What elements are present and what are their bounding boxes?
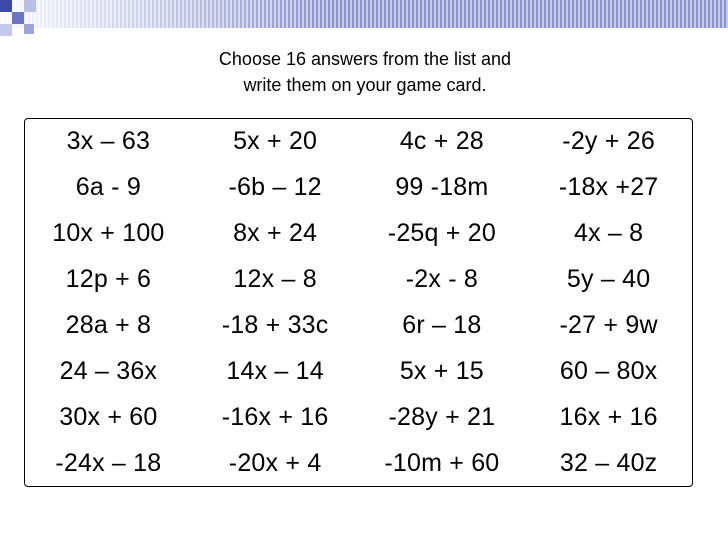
answer-cell: 3x – 63 bbox=[66, 127, 151, 156]
decor-square bbox=[0, 24, 12, 36]
answer-cell: 10x + 100 bbox=[52, 219, 165, 248]
answer-cell: -20x + 4 bbox=[228, 448, 322, 477]
answer-cell: -28y + 21 bbox=[388, 402, 496, 431]
answer-cell: 24 – 36x bbox=[59, 356, 158, 385]
answer-cell: -2y + 26 bbox=[562, 127, 655, 156]
answer-grid bbox=[24, 118, 693, 487]
answer-cell: 30x + 60 bbox=[59, 402, 158, 431]
answer-cell: -16x + 16 bbox=[221, 402, 329, 431]
answer-cell: 14x – 14 bbox=[226, 356, 324, 385]
answer-cell: -10m + 60 bbox=[384, 448, 500, 477]
answer-cell: -6b – 12 bbox=[228, 173, 322, 202]
answer-cell: 8x + 24 bbox=[233, 219, 318, 248]
answer-cell: 60 – 80x bbox=[559, 356, 658, 385]
decor-square bbox=[24, 0, 36, 12]
decor-square bbox=[0, 0, 12, 12]
answer-cell: 5x + 20 bbox=[233, 127, 318, 156]
instructions bbox=[150, 46, 580, 98]
answer-cell: 32 – 40z bbox=[559, 448, 658, 477]
instructions-line-2: write them on your game card. bbox=[243, 75, 487, 95]
answer-cell: -24x – 18 bbox=[55, 448, 162, 477]
answer-cell: -27 + 9w bbox=[559, 310, 658, 339]
decor-square bbox=[24, 24, 34, 34]
answer-cell: 12p + 6 bbox=[65, 265, 152, 294]
answer-cell: 28a + 8 bbox=[65, 310, 152, 339]
answer-cell: -18 + 33c bbox=[221, 310, 329, 339]
answer-cell: 4x – 8 bbox=[573, 219, 644, 248]
answer-cell: 5y – 40 bbox=[566, 265, 651, 294]
header-strip bbox=[0, 0, 728, 28]
answer-cell: -25q + 20 bbox=[387, 219, 496, 248]
answer-cell: 4c + 28 bbox=[399, 127, 484, 156]
instructions-line-1: Choose 16 answers from the list and bbox=[218, 49, 512, 69]
answer-cell: 12x – 8 bbox=[233, 265, 317, 294]
answer-cell: 99 -18m bbox=[395, 173, 489, 202]
decor-square bbox=[12, 12, 24, 24]
answer-cell: -18x +27 bbox=[558, 173, 659, 202]
answer-cell: -2x - 8 bbox=[405, 265, 478, 294]
answer-cell: 16x + 16 bbox=[559, 402, 658, 431]
answer-cell: 6r – 18 bbox=[402, 310, 482, 339]
answer-cell: 6a - 9 bbox=[75, 173, 141, 202]
answer-cell: 5x + 15 bbox=[399, 356, 484, 385]
